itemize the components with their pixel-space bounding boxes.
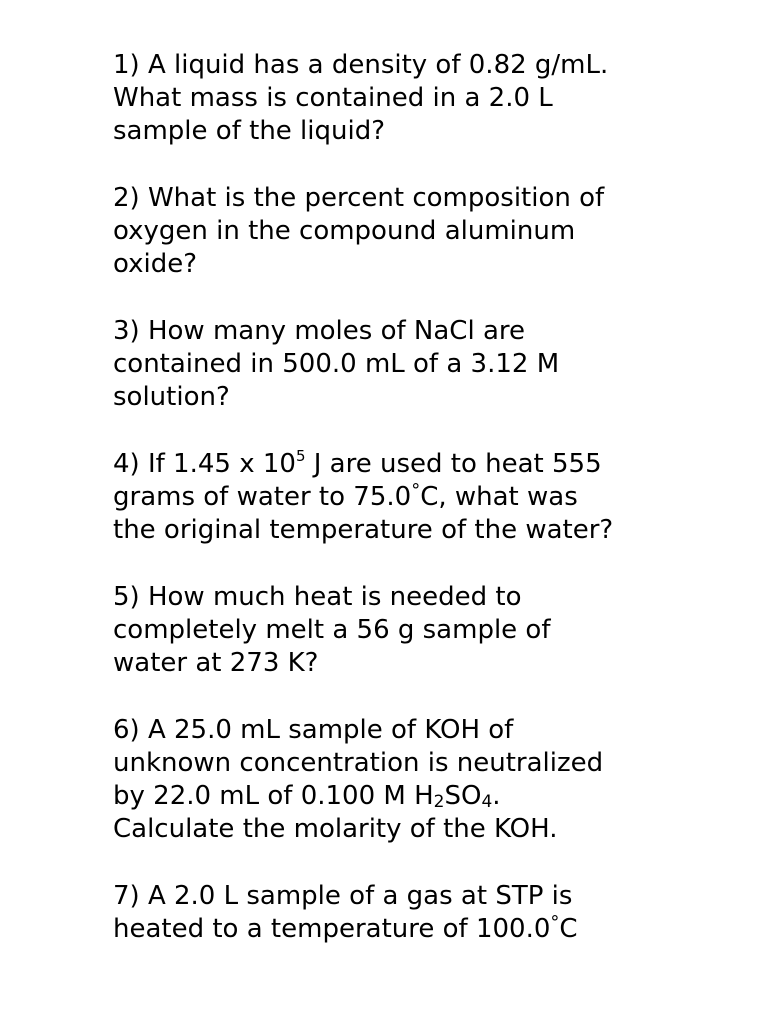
question-2-line-1: 2) What is the percent composition of [113, 183, 605, 213]
question-1-line-1: 1) A liquid has a density of 0.82 g/mL. [113, 50, 609, 80]
question-3-line-2: contained in 500.0 mL of a 3.12 M [113, 349, 560, 379]
question-5 [113, 581, 673, 680]
question-4-line-2 [113, 481, 673, 514]
question-4-line-1 [113, 448, 673, 481]
question-1 [113, 49, 673, 148]
exponent: 5 [295, 447, 306, 465]
degree-symbol: ° [411, 480, 421, 501]
document-page [113, 49, 673, 980]
question-6-line-1: 6) A 25.0 mL sample of KOH of [113, 715, 514, 745]
question-4-line-1-text: 4) If 1.45 x 10 [113, 449, 296, 479]
question-1-line-2: What mass is contained in a 2.0 L [113, 83, 553, 113]
question-2-line-3: oxide? [113, 249, 198, 279]
subscript-2: 2 [433, 792, 445, 812]
question-7-line-2-tail: C [559, 914, 578, 944]
question-5-line-2: completely melt a 56 g sample of [113, 615, 551, 645]
question-6-line-3-text: by 22.0 mL of 0.100 M H [113, 781, 434, 811]
question-4-line-3: the original temperature of the water? [113, 515, 614, 545]
question-2 [113, 182, 673, 281]
question-3-line-1: 3) How many moles of NaCl are [113, 316, 525, 346]
question-4-line-2-tail: C, what was [420, 482, 578, 512]
question-4 [113, 448, 673, 547]
question-6-line-3 [113, 780, 673, 813]
question-4-line-1-tail: J are used to heat 555 [305, 449, 602, 479]
question-6-line-2: unknown concentration is neutralized [113, 748, 604, 778]
formula-so: SO [444, 781, 482, 811]
question-6 [113, 714, 673, 846]
degree-symbol: ° [550, 912, 560, 933]
question-5-line-1: 5) How much heat is needed to [113, 582, 522, 612]
question-6-line-4: Calculate the molarity of the KOH. [113, 814, 558, 844]
question-6-line-3-tail: . [492, 781, 501, 811]
question-3-line-3: solution? [113, 382, 230, 412]
question-5-line-3: water at 273 K? [113, 648, 319, 678]
question-7-line-1: 7) A 2.0 L sample of a gas at STP is [113, 881, 573, 911]
question-4-line-2-text: grams of water to 75.0 [113, 482, 412, 512]
question-7 [113, 880, 673, 946]
question-7-line-2-text: heated to a temperature of 100.0 [113, 914, 551, 944]
question-2-line-2: oxygen in the compound aluminum [113, 216, 576, 246]
question-7-line-2 [113, 913, 673, 946]
question-3 [113, 315, 673, 414]
subscript-4: 4 [481, 792, 493, 812]
question-1-line-3: sample of the liquid? [113, 116, 386, 146]
